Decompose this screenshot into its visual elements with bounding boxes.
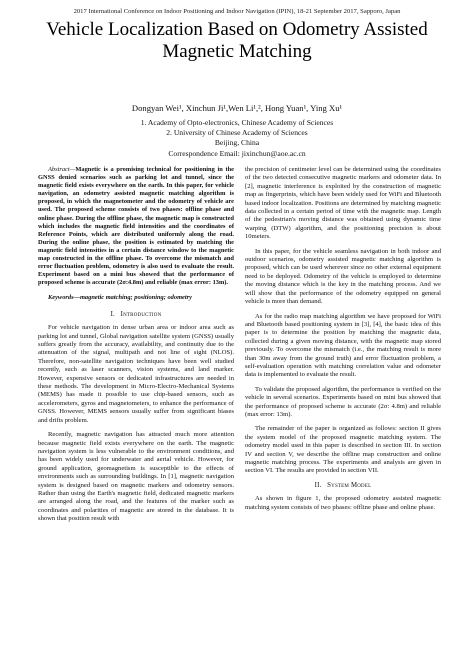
affiliation-2: 2. University of Chinese Academy of Sciences	[166, 128, 308, 138]
left-column	[38, 166, 234, 530]
abstract-lead: Abstract—	[48, 166, 76, 173]
conference-header: 2017 International Conference on Indoor Positioning and Indoor Navigation (IPIN), 18-21 September 2017, Sapporo, Japan	[73, 8, 401, 15]
intro-paragraph-3: the precision of centimeter level can be determined using the coordinates of the two detected consecutive magnetic markers and odometer data. In [2], magnetic interference is exploited by the construction of magnetic map as fingerprints, which have been widely used for WiFi and Bluetooth based indoor localization. Positions are determined by matching magnetic data collected in a certain period of time with the magnetic map. Length of the pedestrian's moving distance was obtained using dynamic time warping (DTW) algorithm, and the positioning precision is about 10meters.	[245, 166, 441, 241]
keywords: Keywords—magnetic matching; positioning; odometry	[48, 294, 192, 302]
title-line-1: Vehicle Localization Based on Odometry Assisted	[46, 19, 428, 40]
correspondence-email: Correspondence Email: jixinchun@aoe.ac.cn	[168, 148, 306, 158]
right-column	[245, 166, 441, 518]
section-2-title: System Model	[327, 481, 372, 489]
section-1-heading	[38, 311, 234, 319]
section-2-number: II.	[314, 481, 322, 489]
section-1-number: I.	[110, 310, 115, 318]
abstract	[38, 166, 234, 287]
intro-paragraph-1: For vehicle navigation in dense urban area or indoor area such as parking lot and tunnel, Global navigation satellite system (GNSS) usually suffers greatly from the accuracy, availability, and continuity due to the attenuation of the signal, multipath and not line of sight (NLOS). Therefore, non-satellite navigation techniques have been well studied recently, such as laser scanners, vision systems, and land marker. However, expensive sensors or dedicated infrastructures are needed in these methods. The development in Micro-Electro-Mechanical Systems (MEMS) has made it possible to use chip-based sensors, such as accelerometers, gyros and magnetometers, to enhance the performance of GNSS. However, MEMS sensors usually suffer from significant biases and drifts problem.	[38, 324, 234, 424]
paper-title	[0, 19, 474, 63]
section-2-heading	[245, 482, 441, 490]
author-list: Dongyan Wei¹, Xinchun Ji¹,Wen Li¹,², Hong Yuan¹, Ying Xu¹	[131, 103, 343, 113]
system-model-paragraph: As shown in figure 1, the proposed odometry assisted magnetic matching system consists of two phases: offline phase and online phase.	[245, 495, 441, 511]
intro-paragraph-2: Recently, magnetic navigation has attracted much more attention because magnetic field exists everywhere on the earth. The magnetic navigation system is less vulnerable to the environment conditions, and has been widely used for underwater and aerial vehicle. However, for ground application, geomagnetism is susceptible to the effects of environments such as surrounding buildings. In [1], magnetic navigation system is designed based on magnetic markers and odometry sensors. Rather than using the Earth's magnetic field, dedicated magnetic markers are arranged along the road, and the features of the marker such as coordinates and polarities of magnetic are stored in the database. It is shown that position result with	[38, 431, 234, 523]
section-1-title: Introduction	[120, 310, 162, 318]
title-line-2: Magnetic Matching	[162, 41, 312, 62]
intro-paragraph-5: As for the radio map matching algorithm we have proposed for WiFi and Bluetooth based positioning system in [3], [4], the basic idea of this paper is to determine the position by matching the magnetic data, collected during a given moving distance, with the magnetic map stored previously. To overcome the mismatch (i.e., the matching result is more than 30m away from the ground truth) and error fluctuation problem, a self-evaluation operation with matching correlation value and odometer data is implemented to evaluate the result.	[245, 312, 441, 379]
abstract-text: Magnetic is a promising technical for positioning in the GNSS denied scenarios such as parking lot and tunnel, since the magnetic field exists everywhere on the earth. In this paper, for vehicle navigation, an odometry assisted magnetic matching algorithm is proposed, in which the magnetometer and the odometry of vehicle are used. The proposed scheme consists of two phases: offline phase and online phase. During the offline phase, the magnetic map is constructed which includes the magnetic field intensities and the coordinates of Reference Points, which are distributed uniformly along the road. During the online phase, the position is estimated by matching the magnetic field intensities in a certain distance window to the magnetic map constructed in the offline phase. To overcome the mismatch and error fluctuation problem, odometry is also used to evaluate the result. Experiment based on a mini bus showed that the performance of proposed scheme is accurate (2σ:4.8m) and reliable (max error: 13m).	[38, 166, 234, 287]
affiliations	[0, 118, 474, 159]
intro-paragraph-7: The remainder of the paper is organized as follows: section II gives the system model of the proposed magnetic matching system. The odometry model used in this paper is described in section III. In section IV and section V, we describe the offline map construction and online magnetic matching process. The experiments and analysis are given in section VI. The results are provided in section VII.	[245, 425, 441, 475]
affiliation-1: 1. Academy of Opto-electronics, Chinese Academy of Sciences	[140, 118, 334, 127]
intro-paragraph-4: In this paper, for the vehicle seamless navigation in both indoor and outdoor scenarios, odometry assisted magnetic matching algorithm is proposed, which can be used wherever since no other external equipment need to be deployed. Odometry of the vehicle is employed to determine the moving distance which is the key in the matching process. And we will show that the performance of the odometry equipped on general vehicle is more than demand.	[245, 247, 441, 306]
intro-paragraph-6: To validate the proposed algorithm, the performance is verified on the vehicle in several scenarios. Experiments based on mini bus showed that the performance of proposed scheme is accurate (2σ: 4.8m) and reliable (max error: 13m).	[245, 385, 441, 418]
affiliation-location: Beijing, China	[214, 138, 260, 148]
